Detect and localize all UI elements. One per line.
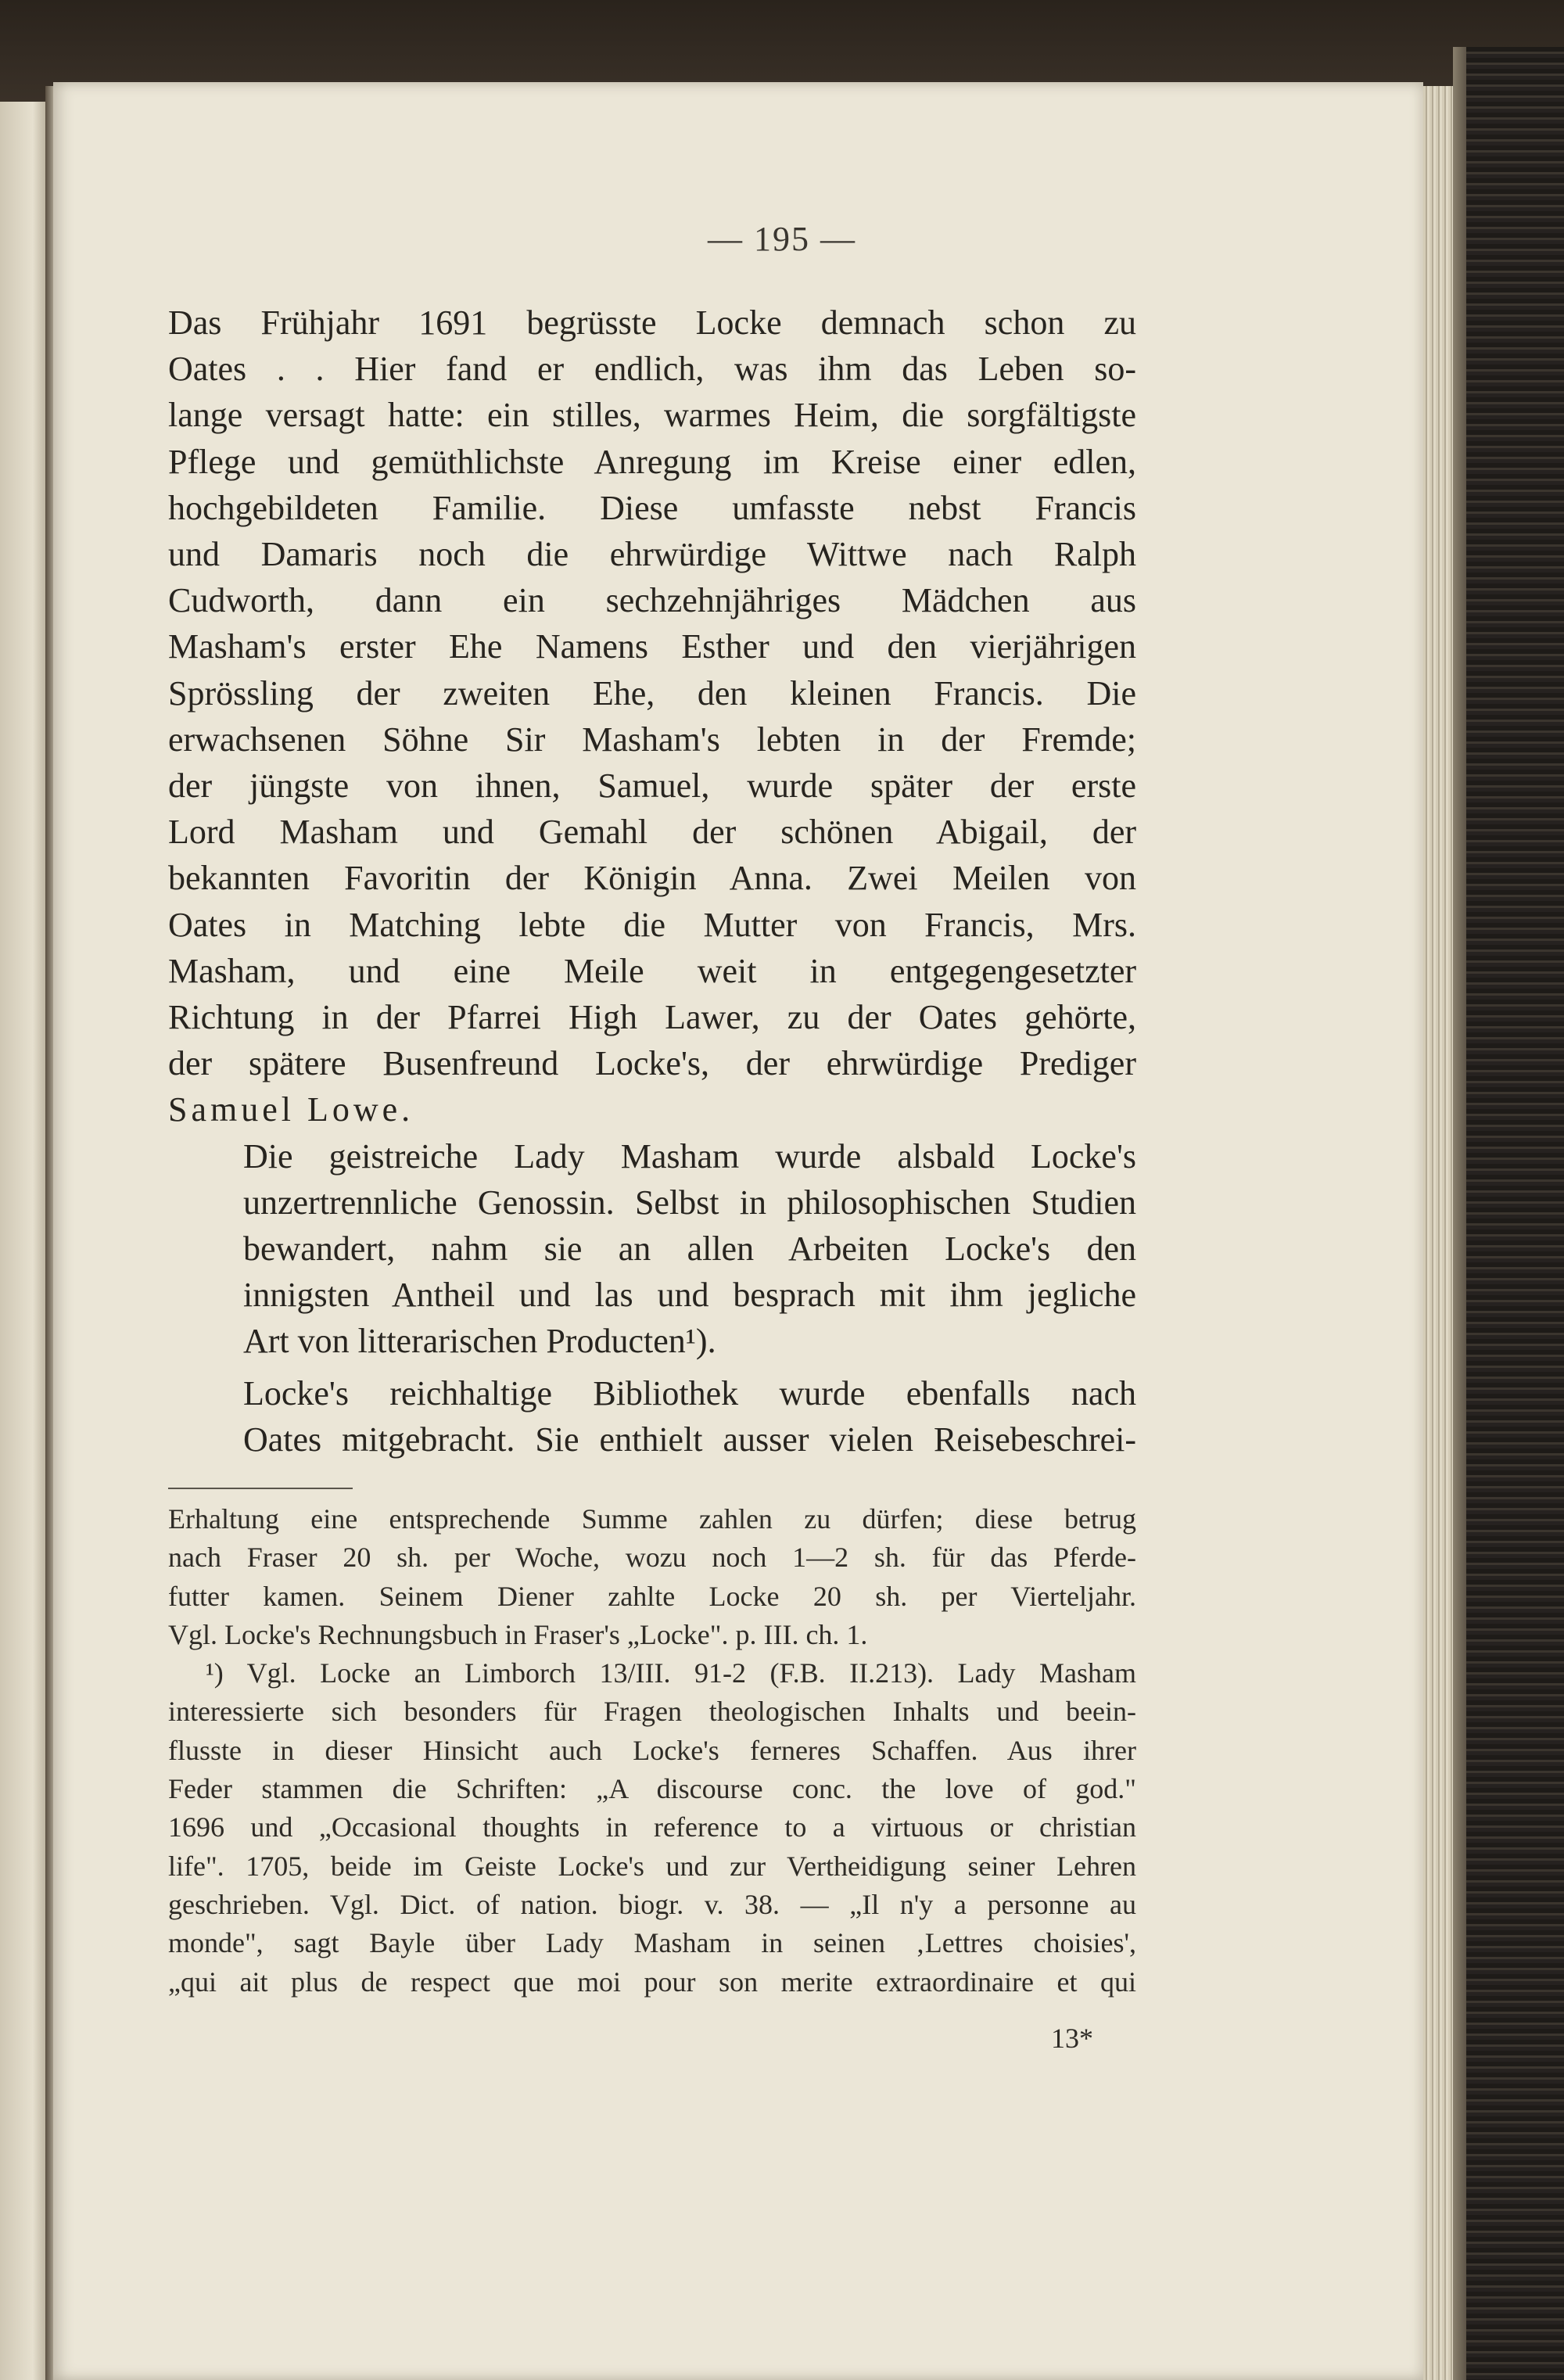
book-cover-right [1466, 47, 1564, 2380]
footnote-line: life". 1705, beide im Geiste Locke's und zur Vertheidigung seiner Lehren [168, 1850, 1136, 1882]
text-line: der spätere Busenfreund Locke's, der ehrwürdige Prediger [168, 1044, 1136, 1083]
paragraph-3 [168, 1370, 1136, 1463]
text-line: Art von litterarischen Producten¹). [243, 1322, 716, 1361]
footnote-1 [168, 1654, 1136, 2001]
text-line: Oates . . Hier fand er endlich, was ihm das Leben so- [168, 350, 1136, 389]
left-page-edge [0, 102, 47, 2380]
footnote-line: futter kamen. Seinem Diener zahlte Locke 20 sh. per Vierteljahr. [168, 1580, 1136, 1612]
paragraph-1 [168, 300, 1136, 1133]
text-line: Sprössling der zweiten Ehe, den kleinen Francis. Die [168, 673, 1136, 713]
text-line: innigsten Antheil und las und besprach mit ihm jegliche [243, 1276, 1136, 1315]
footnote-line: nach Fraser 20 sh. per Woche, wozu noch 1—2 sh. für das Pferde- [168, 1542, 1136, 1574]
footnote-continued [168, 1500, 1136, 1654]
footnote-line: Feder stammen die Schriften: „A discourse conc. the love of god." [168, 1773, 1136, 1805]
footnote-line: 1696 und „Occasional thoughts in reference to a virtuous or christian [168, 1811, 1136, 1843]
paragraph-2 [168, 1133, 1136, 1365]
text-line: Das Frühjahr 1691 begrüsste Locke demnach schon zu [168, 303, 1136, 342]
text-line: Masham's erster Ehe Namens Esther und den vierjährigen [168, 627, 1136, 666]
footnote-line: interessierte sich besonders für Fragen theologischen Inhalts und beein- [168, 1696, 1136, 1728]
text-line: der jüngste von ihnen, Samuel, wurde später der erste [168, 766, 1136, 806]
footnote-line: geschrieben. Vgl. Dict. of nation. biogr. v. 38. — „Il n'y a personne au [168, 1888, 1136, 1920]
text-line: bekannten Favoritin der Königin Anna. Zwei Meilen von [168, 859, 1136, 898]
text-line: hochgebildeten Familie. Diese umfasste nebst Francis [168, 488, 1136, 527]
text-line: Oates mitgebracht. Sie enthielt ausser vielen Reisebeschrei- [243, 1420, 1136, 1459]
text-line: bewandert, nahm sie an allen Arbeiten Locke's den [243, 1229, 1136, 1269]
text-line: Richtung in der Pfarrei High Lawer, zu der Oates gehörte, [168, 998, 1136, 1037]
footnote-line: flusste in dieser Hinsicht auch Locke's ferneres Schaffen. Aus ihrer [168, 1734, 1136, 1766]
footnote-line: Vgl. Locke's Rechnungsbuch in Fraser's „Locke". p. III. ch. 1. [168, 1618, 868, 1650]
footnote-rule [168, 1488, 353, 1489]
main-text [168, 300, 1136, 1463]
text-line: Locke's reichhaltige Bibliothek wurde ebenfalls nach [243, 1373, 1136, 1413]
text-line: Die geistreiche Lady Masham wurde alsbald Locke's [243, 1136, 1136, 1176]
text-line: Masham, und eine Meile weit in entgegengesetzter [168, 951, 1136, 990]
signature-mark: 13* [1051, 2023, 1093, 2054]
text-line: Pflege und gemüthlichste Anregung im Kreise einer edlen, [168, 442, 1136, 481]
text-line: Lord Masham und Gemahl der schönen Abigail, der [168, 813, 1136, 852]
text-line: unzertrennliche Genossin. Selbst in philosophischen Studien [243, 1183, 1136, 1222]
text-line: Cudworth, dann ein sechzehnjähriges Mädchen aus [168, 581, 1136, 620]
text-line: Samuel Lowe. [168, 1090, 414, 1129]
text-line: lange versagt hatte: ein stilles, warmes Heim, die sorgfältigste [168, 396, 1136, 435]
footnotes [168, 1500, 1136, 2001]
page-number: — 195 — [708, 220, 856, 258]
text-line: erwachsenen Söhne Sir Masham's lebten in der Fremde; [168, 720, 1136, 759]
footnote-line: „qui ait plus de respect que moi pour son merite extraordinaire et qui [168, 1965, 1136, 1998]
text-line: und Damaris noch die ehrwürdige Wittwe nach Ralph [168, 535, 1136, 574]
text-line: Oates in Matching lebte die Mutter von Francis, Mrs. [168, 905, 1136, 944]
footnote-line: ¹) Vgl. Locke an Limborch 13/III. 91-2 (F.B. II.213). Lady Masham [206, 1657, 1136, 1689]
footnote-line: monde", sagt Bayle über Lady Masham in seinen ‚Lettres choisies', [168, 1927, 1136, 1959]
footnote-line: Erhaltung eine entsprechende Summe zahlen zu dürfen; diese betrug [168, 1503, 1136, 1535]
